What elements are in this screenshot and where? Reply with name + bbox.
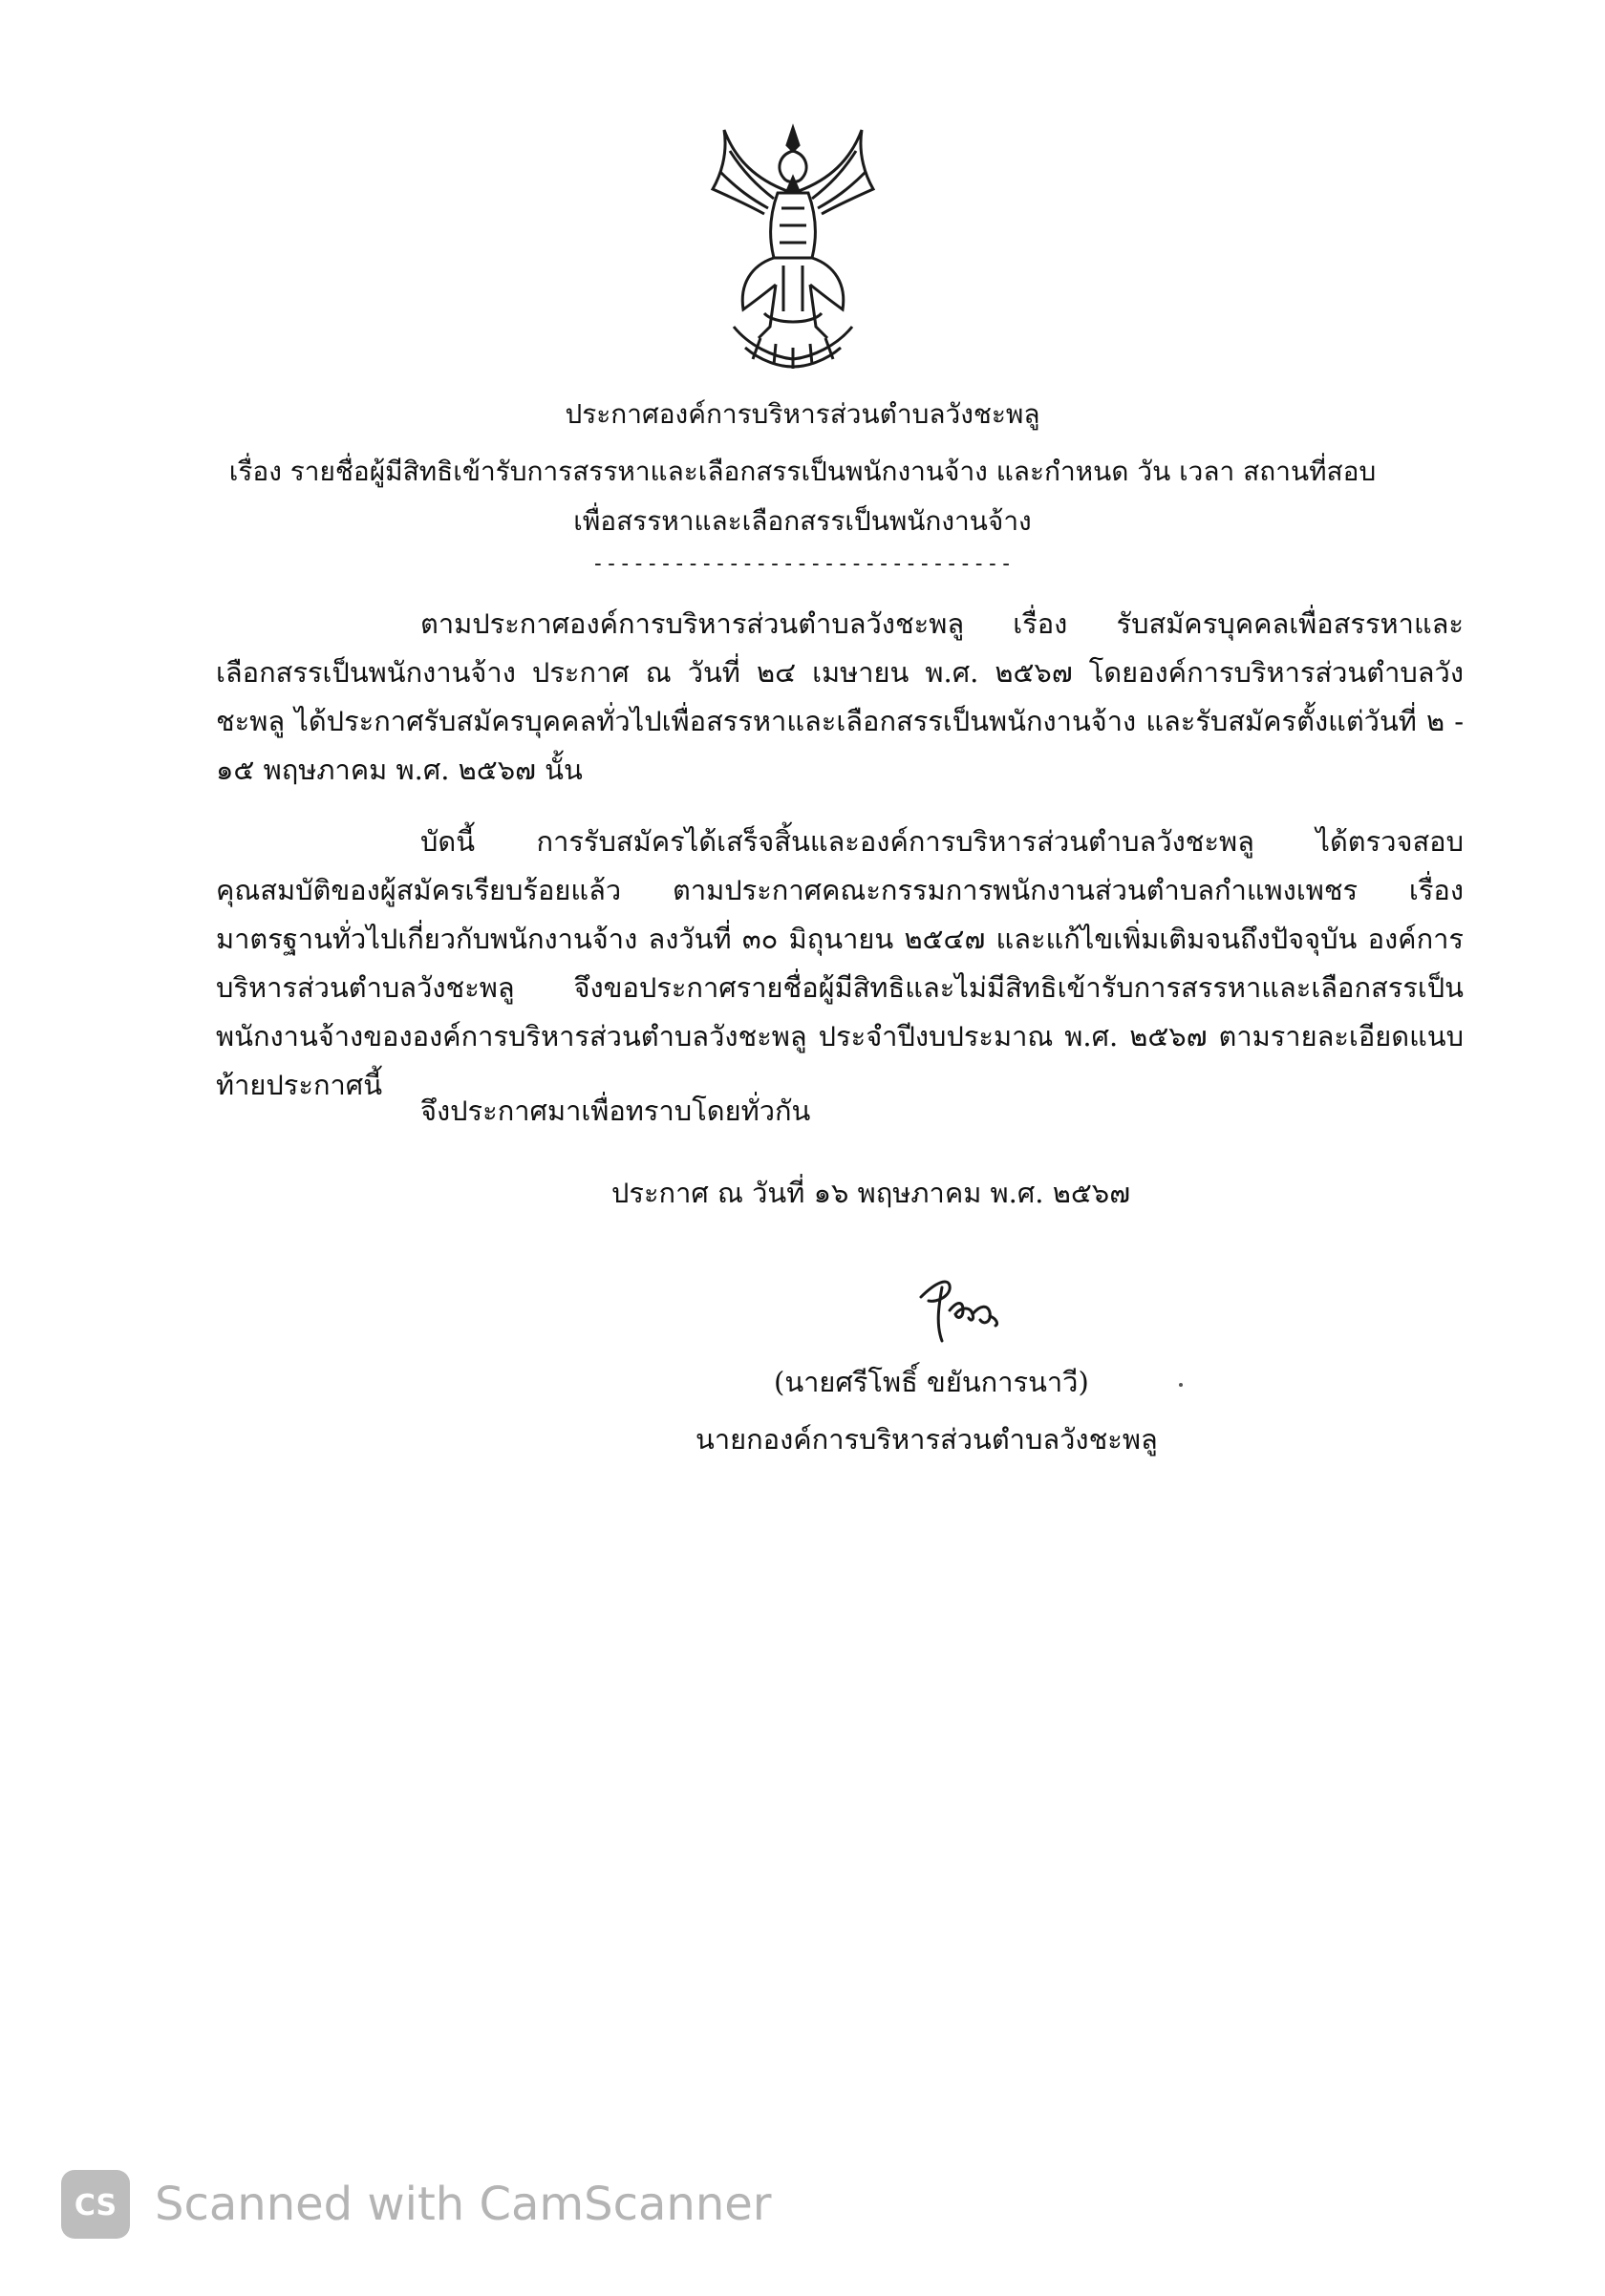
body-paragraph-2-text: บัดนี้ การรับสมัครได้เสร็จสิ้นและองค์การบริหารส่วนตำบลวังชะพลู ได้ตรวจสอบคุณสมบัติของผู้สมัครเรียบร้อยแล้ว ตามประกาศคณะกรรมการพนักงานส่วนตำบลกำแพงเพชร เรื่อง มาตรฐานทั่วไปเกี่ยวกับพนักงานจ้าง ลงวันที่ ๓๐ มิถุนายน ๒๕๔๗ และแก้ไขเพิ่มเติมจนถึงปัจจุบัน องค์การบริหารส่วนตำบลวังชะพลู จึงขอประกาศรายชื่อผู้มีสิทธิและไม่มีสิทธิเข้ารับการสรรหาและเลือกสรรเป็นพนักงานจ้างขององค์การบริหารส่วนตำบลวังชะพลู ประจำปีงบประมาณ พ.ศ. ๒๕๖๗ ตามรายละเอียดแนบท้ายประกาศนี้ — [216, 825, 1464, 1101]
stray-mark — [1179, 1383, 1183, 1387]
signatory-position: นายกองค์การบริหารส่วนตำบลวังชะพลู — [696, 1423, 1158, 1456]
camscanner-logo-icon — [61, 2170, 130, 2239]
garuda-emblem-icon — [707, 122, 879, 372]
closing-statement: จึงประกาศมาเพื่อทราบโดยทั่วกัน — [420, 1095, 811, 1127]
body-paragraph-1 — [216, 600, 1464, 795]
announcement-subject-continued: เพื่อสรรหาและเลือกสรรเป็นพนักงานจ้าง — [573, 505, 1032, 537]
camscanner-watermark — [61, 2168, 772, 2241]
watermark-text: Scanned with CamScanner — [155, 2178, 772, 2231]
body-paragraph-2 — [216, 818, 1464, 1110]
divider: ------------------------------- — [591, 552, 1014, 576]
signatory-name: (นายศรีโพธิ์ ขยันการนาวี) — [774, 1366, 1089, 1398]
announcement-subject: เรื่อง รายชื่อผู้มีสิทธิเข้ารับการสรรหาและเลือกสรรเป็นพนักงานจ้าง และกำหนด วัน เวลา สถานที่สอบ — [228, 456, 1377, 487]
handwritten-signature-icon — [900, 1259, 1022, 1347]
svg-text:CS: CS — [74, 2189, 118, 2222]
announcement-title: ประกาศองค์การบริหารส่วนตำบลวังชะพลู — [565, 398, 1040, 430]
body-paragraph-1-text: ตามประกาศองค์การบริหารส่วนตำบลวังชะพลู เรื่อง รับสมัครบุคคลเพื่อสรรหาและเลือกสรรเป็นพนักงานจ้าง ประกาศ ณ วันที่ ๒๔ เมษายน พ.ศ. ๒๕๖๗ โดยองค์การบริหารส่วนตำบลวังชะพลู ได้ประกาศรับสมัครบุคคลทั่วไปเพื่อสรรหาและเลือกสรรเป็นพนักงานจ้าง และรับสมัครตั้งแต่วันที่ ๒ - ๑๕ พฤษภาคม พ.ศ. ๒๕๖๗ นั้น — [216, 607, 1464, 786]
announcement-date: ประกาศ ณ วันที่ ๑๖ พฤษภาคม พ.ศ. ๒๕๖๗ — [611, 1177, 1131, 1209]
